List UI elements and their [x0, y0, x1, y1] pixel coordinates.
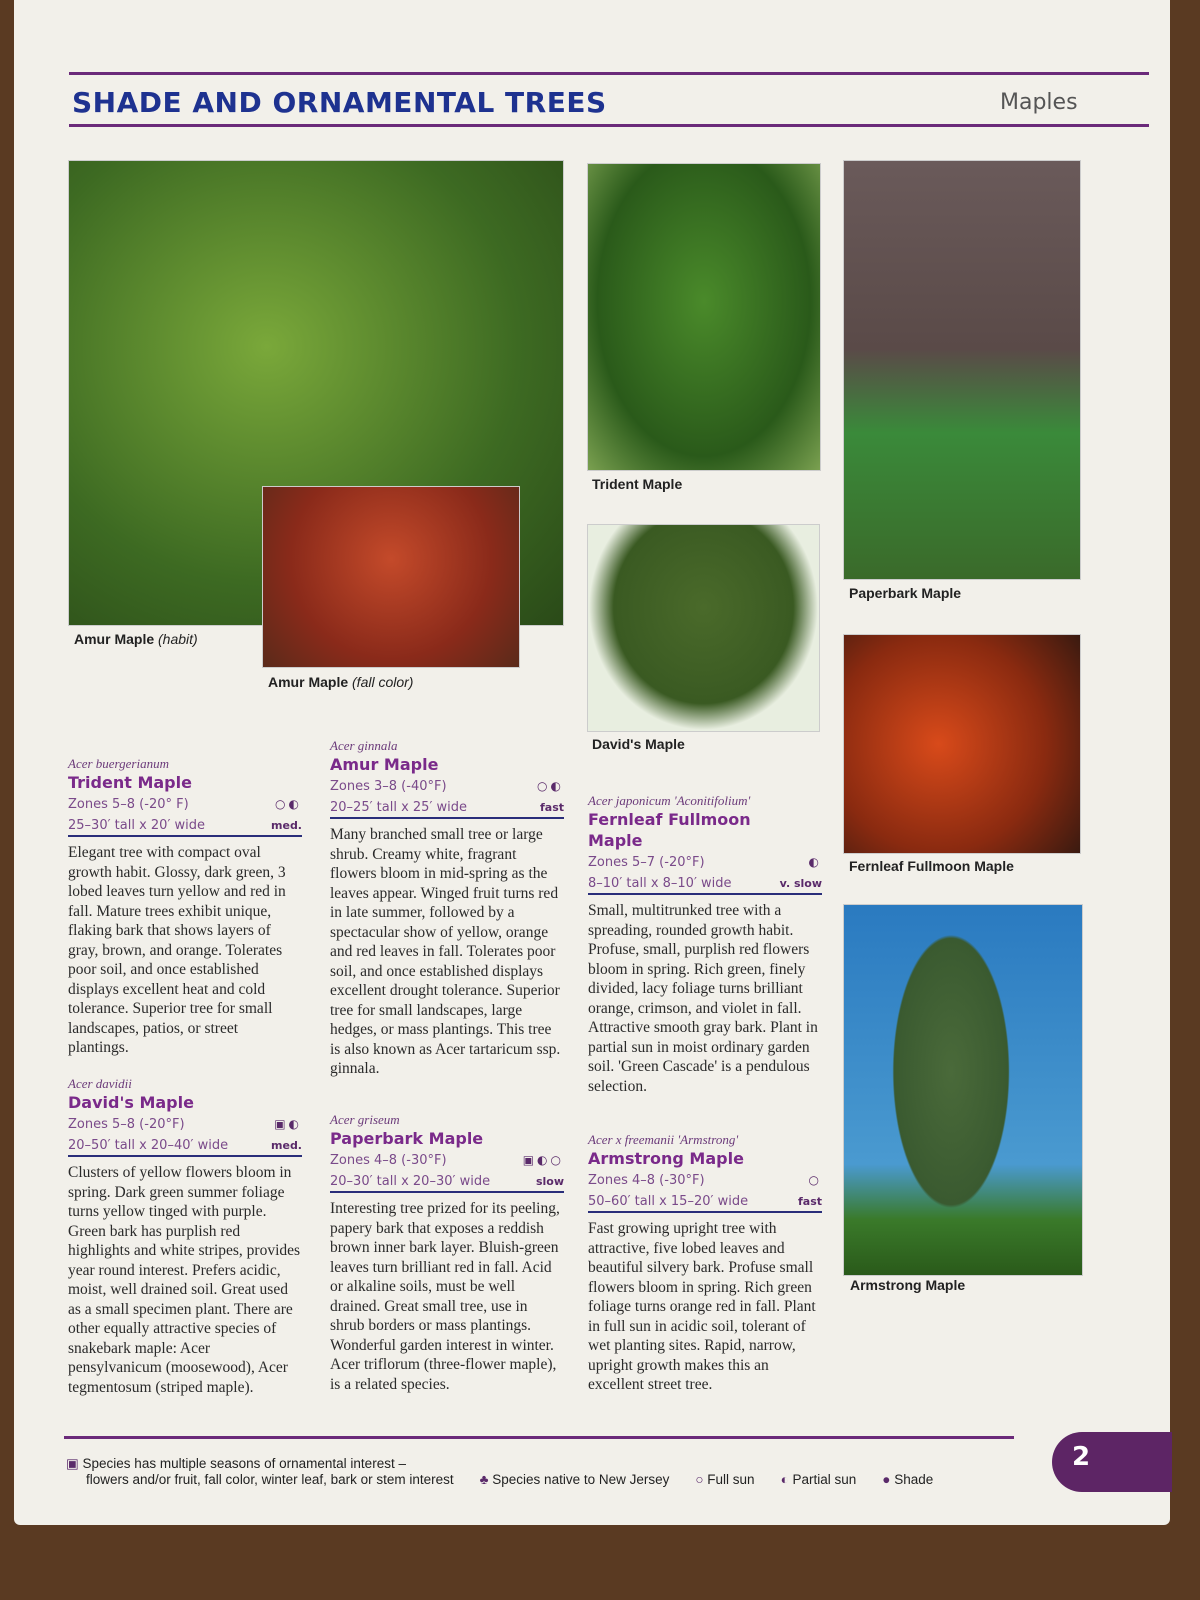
zones: Zones 4–8 (-30°F) — [330, 1152, 447, 1168]
caption-amur-habit: Amur Maple (habit) — [74, 631, 198, 647]
zones: Zones 5–7 (-20°F) — [588, 854, 705, 870]
sun-exposure-icons: ○◐ — [275, 797, 302, 811]
native-icon: ♣ — [479, 1472, 489, 1487]
section-label: Maples — [1000, 90, 1078, 115]
zones: Zones 3–8 (-40°F) — [330, 778, 447, 794]
size: 20–25′ tall x 25′ wide — [330, 799, 468, 815]
size: 20–30′ tall x 20–30′ wide — [330, 1173, 491, 1189]
shade-icon: ● — [882, 1472, 891, 1487]
photo-armstrong — [843, 904, 1083, 1276]
caption-paperbark: Paperbark Maple — [849, 585, 962, 601]
photo-paperbark — [843, 160, 1081, 580]
common-name: Paperbark Maple — [330, 1129, 484, 1148]
description: Interesting tree prized for its peeling, papery bark that exposes a reddish brown inner bark layer. Bluish-green leaves turn brilliant red in fall. Acid or alkaline soils, must be well drained. Great small tree, use in shrub borders or mass plantings. Wonderful garden interest in winter. Acer triflorum (three-flower maple), is a related species. — [330, 1200, 560, 1393]
common-name: David's Maple — [68, 1093, 194, 1112]
growth-rate: slow — [535, 1174, 564, 1188]
legend-multi-season: Species has multiple seasons of ornamental interest – — [82, 1456, 406, 1471]
caption-amur-fall: Amur Maple (fall color) — [268, 674, 414, 690]
entry-amur-maple — [330, 738, 564, 1079]
growth-rate: fast — [539, 800, 564, 814]
page-number: 2 — [1052, 1432, 1172, 1492]
caption-davids: David's Maple — [592, 736, 685, 752]
description: Many branched small tree or large shrub. Creamy white, fragrant flowers bloom in mid-spring as the leaves appear. Winged fruit turns red in late summer, followed by a spectacular show of yellow, orange and red leaves in fall. Tolerates poor soil, and once established displays excellent drought tolerance. Superior tree for small landscapes, large hedges, or mass plantings. This tree is also known as Acer tartaricum ssp. ginnala. — [330, 826, 561, 1077]
footer-rule — [64, 1436, 1014, 1439]
caption-trident: Trident Maple — [592, 476, 683, 492]
legend-multi-season-detail: flowers and/or fruit, fall color, winter leaf, bark or stem interest — [86, 1472, 454, 1487]
catalog-page — [14, 0, 1170, 1525]
common-name: Trident Maple — [68, 773, 192, 792]
growth-rate: fast — [797, 1194, 822, 1208]
common-name: Fernleaf Fullmoon Maple — [588, 810, 751, 850]
size: 25–30′ tall x 20′ wide — [68, 817, 206, 833]
common-name: Armstrong Maple — [588, 1149, 744, 1168]
partial-sun-icon: ◐ — [780, 1472, 789, 1487]
size: 8–10′ tall x 8–10′ wide — [588, 875, 732, 891]
sun-exposure-icons: ▣◐ — [274, 1117, 302, 1131]
entry-davids-maple — [68, 1076, 302, 1397]
size: 20–50′ tall x 20–40′ wide — [68, 1137, 229, 1153]
entry-trident-maple — [68, 756, 302, 1058]
photo-amur-fall — [262, 486, 520, 668]
description: Clusters of yellow flowers bloom in spring. Dark green summer foliage turns yellow tinged with purple. Green bark has purplish red highlights and white stripes, provides year round interest. Prefers acidic, moist, well drained soil. Great used as a small specimen plant. There are other equally attractive species of snakebark maple: Acer pensylvanicum (moosewood), Acer tegmentosum (striped maple). — [68, 1164, 301, 1396]
common-name: Amur Maple — [330, 755, 439, 774]
latin-name: Acer davidii — [68, 1076, 132, 1091]
legend-shade: Shade — [894, 1472, 934, 1487]
description: Elegant tree with compact oval growth habit. Glossy, dark green, 3 lobed leaves turn yellow and red in fall. Mature trees exhibit unique, flaking bark that shows layers of gray, brown, and orange. Tolerates poor soil, and once established displays excellent heat and cold tolerance. Superior tree for small landscapes, patios, or street plantings. — [68, 844, 286, 1056]
photo-fernleaf — [843, 634, 1081, 854]
latin-name: Acer buergerianum — [68, 756, 169, 771]
caption-fernleaf: Fernleaf Fullmoon Maple — [849, 858, 1014, 874]
header-rule-bottom — [69, 124, 1149, 127]
legend-full-sun: Full sun — [707, 1472, 755, 1487]
legend — [66, 1456, 933, 1487]
legend-native: Species native to New Jersey — [492, 1472, 670, 1487]
zones: Zones 4–8 (-30°F) — [588, 1172, 705, 1188]
size: 50–60′ tall x 15–20′ wide — [588, 1193, 749, 1209]
latin-name: Acer x freemanii 'Armstrong' — [588, 1132, 739, 1147]
growth-rate: v. slow — [779, 876, 822, 890]
full-sun-icon: ○ — [695, 1472, 704, 1487]
latin-name: Acer griseum — [330, 1112, 400, 1127]
zones: Zones 5–8 (-20° F) — [68, 796, 189, 812]
caption-armstrong: Armstrong Maple — [850, 1277, 966, 1293]
description: Fast growing upright tree with attractive, five lobed leaves and beautiful silvery bark. Profuse small flowers bloom in spring. Rich green foliage turns orange red in fall. Plant in full sun in acidic soil, tolerant of wet planting sites. Rapid, narrow, upright growth makes this an excellent street tree. — [588, 1220, 816, 1393]
description: Small, multitrunked tree with a spreading, rounded growth habit. Profuse, small, purplish red flowers bloom in spring. Rich green, finely divided, lacy foliage turns brilliant orange, crimson, and violet in fall. Attractive smooth gray bark. Plant in partial sun in moist ordinary garden soil. 'Green Cascade' is a pendulous selection. — [588, 902, 818, 1095]
legend-partial-sun: Partial sun — [792, 1472, 857, 1487]
growth-rate: med. — [271, 818, 302, 832]
sun-exposure-icons: ○ — [808, 1173, 822, 1187]
entry-fernleaf-fullmoon-maple — [588, 793, 822, 1096]
sun-exposure-icons: ◐ — [808, 855, 822, 869]
page-title: SHADE AND ORNAMENTAL TREES — [72, 86, 607, 119]
entry-paperbark-maple — [330, 1112, 564, 1394]
sun-exposure-icons: ▣◐○ — [522, 1153, 564, 1167]
growth-rate: med. — [271, 1138, 302, 1152]
multi-season-icon: ▣ — [66, 1456, 79, 1471]
latin-name: Acer japonicum 'Aconitifolium' — [588, 793, 751, 808]
header-rule-top — [69, 72, 1149, 75]
photo-trident — [587, 163, 821, 471]
zones: Zones 5–8 (-20°F) — [68, 1116, 185, 1132]
photo-davids — [587, 524, 820, 732]
entry-armstrong-maple — [588, 1132, 822, 1395]
latin-name: Acer ginnala — [330, 738, 398, 753]
sun-exposure-icons: ○◐ — [537, 779, 564, 793]
